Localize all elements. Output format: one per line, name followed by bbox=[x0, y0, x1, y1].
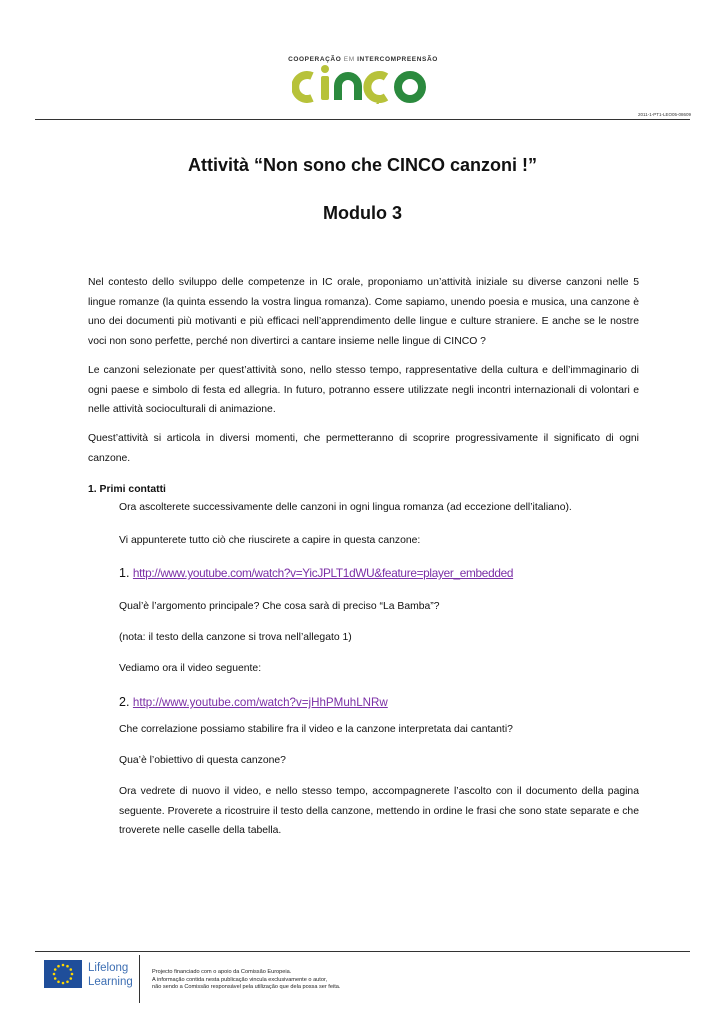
intro-paragraph-3: Quest’attività si articola in diversi momenti, che permetteranno di scoprire progressivamente il significato di ogni canzone. bbox=[88, 433, 639, 464]
project-code: 2011-1-PT1-LEO05-08609 bbox=[638, 112, 691, 117]
instruction-notes: Vi appunterete tutto ciò che riuscirete a capire in questa canzone: bbox=[119, 535, 421, 546]
lyrics-note: (nota: il testo della canzone si trova nell’allegato 1) bbox=[119, 632, 352, 643]
instruction-listen: Ora ascolterete successivamente delle canzoni in ogni lingua romanza (ad eccezione dell’italiano). bbox=[119, 502, 572, 513]
final-instructions: Ora vedrete di nuovo il video, e nello stesso tempo, accompagnerete l’ascolto con il documento della pagina seguente. Proverete a ricostruire il testo della canzone, mettendo in ordine le frasi che sono state separate e che troverete nelle caselle della tabella. bbox=[119, 786, 639, 837]
question-topic: Qual’è l’argomento principale? Che cosa sarà di preciso “La Bamba”? bbox=[119, 601, 440, 612]
question-correlation: Che correlazione possiamo stabilire fra il video e la canzone interpretata dai cantanti? bbox=[119, 724, 513, 735]
program-name-line-1: Lifelong bbox=[88, 962, 129, 974]
program-name-line-2: Learning bbox=[88, 976, 133, 988]
footer-divider bbox=[35, 951, 690, 952]
document-title: Attività “Non sono che CINCO canzoni !” bbox=[187, 155, 537, 175]
question-objective: Qua’è l’obiettivo di questa canzone? bbox=[119, 755, 286, 766]
header-divider bbox=[35, 119, 690, 120]
intro-paragraph-1: Nel contesto dello sviluppo delle competenze in IC orale, proponiamo un’attività iniziale su diverse canzoni nelle 5 lingue romanze (la quinta essendo la vostra lingua romanza). Come sapiamo, unendo poesia e musica, una canzone è uno dei documenti più motivanti e più efficaci nell’apprendimento delle lingue e culture straniere. E anche se le nostre voci non sono perfette, perché non divertirci a cantare insieme nelle lingue di CINCO ? bbox=[88, 277, 639, 347]
section-heading: 1. Primi contatti bbox=[88, 484, 166, 495]
funding-disclaimer: Projecto financiado com o apoio da Comissão Europeia. A informação contida nesta publicação vincula exclusivamente o autor, não sendo a Comissão responsável pela utilização que dela possa ser feita. bbox=[152, 969, 341, 991]
cinco-logo bbox=[288, 56, 438, 106]
footer-vertical-divider bbox=[139, 955, 140, 1003]
intro-paragraph-2: Le canzoni selezionate per quest’attività sono, nello stesso tempo, rappresentative della cultura e dell’immaginario di ogni paese e simbolo di festa ed allegria. In futuro, potranno essere utilizzate negli incontri internazionali di volontari e nelle attività socioculturali di animazione. bbox=[88, 365, 639, 416]
link-item-2: 2. http://www.youtube.com/watch?v=jHhPMuhLNRw bbox=[119, 695, 388, 709]
document-subtitle: Modulo 3 bbox=[323, 203, 402, 223]
youtube-link-2[interactable]: http://www.youtube.com/watch?v=jHhPMuhLNRw bbox=[132, 696, 388, 709]
instruction-video: Vediamo ora il video seguente: bbox=[119, 663, 262, 674]
youtube-link-1[interactable]: http://www.youtube.com/watch?v=YicJPLT1dWU&feature=player_embedded bbox=[132, 566, 514, 580]
cinco-logo-mark bbox=[292, 64, 434, 104]
link-item-1: 1. http://www.youtube.com/watch?v=YicJPLT1dWU&feature=player_embedded bbox=[119, 566, 514, 580]
eu-flag-icon bbox=[44, 960, 82, 988]
logo-tagline: COOPERAÇÃO EM INTERCOMPREENSÃO bbox=[288, 56, 438, 63]
